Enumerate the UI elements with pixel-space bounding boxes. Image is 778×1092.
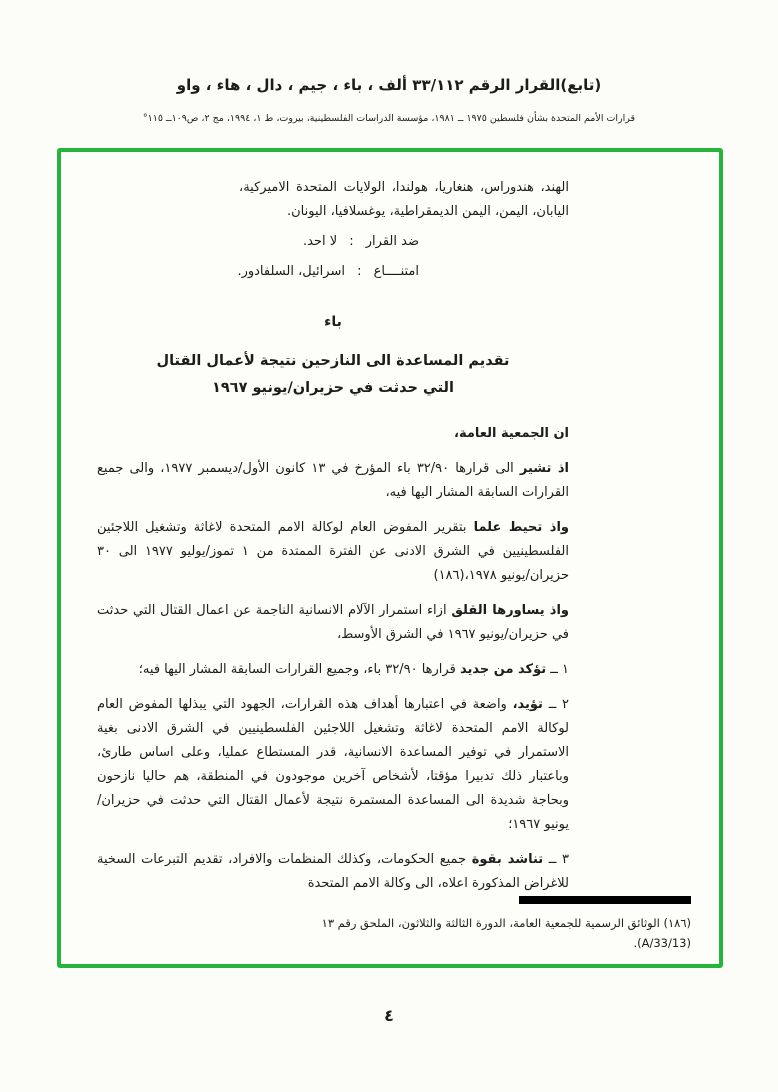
paragraph-lead: واذ تحيط علما xyxy=(473,520,569,535)
paragraph-lead: واذ يساورها القلق xyxy=(451,603,569,618)
section-title-line2: التي حدثت في حزيران/يونيو ١٩٦٧ xyxy=(212,380,454,396)
paragraph-text: جميع الحكومات، وكذلك المنظمات والافراد، تقديم التبرعات السخية للاغراض المذكورة اعلاه، الى وكالة الامم المتحدة xyxy=(97,852,569,891)
paragraph-lead: تناشد بقوة xyxy=(471,852,544,867)
vote-against-label: ضد القرار xyxy=(365,234,419,249)
vote-abstain-row xyxy=(97,260,569,284)
vote-abstain-label: امتنــــاع xyxy=(373,264,419,279)
paragraph-text: ازاء استمرار الآلام الانسانية الناجمة عن اعمال القتال التي حدثت في حزيران/يونيو ١٩٦٧ في الشرق الأوسط، xyxy=(97,603,569,642)
document-body xyxy=(97,176,569,896)
footnote-line2: (A/33/13). xyxy=(633,936,691,950)
vote-against-row xyxy=(97,230,569,254)
paragraph-number: ٣ ــ xyxy=(548,852,569,867)
paragraph xyxy=(97,457,569,505)
footnote-separator-bar xyxy=(519,896,691,904)
paragraph-lead: تؤكد من جديد xyxy=(459,662,547,677)
vote-abstain-value: اسرائيل، السلفادور. xyxy=(237,264,345,279)
page-number: ٤ xyxy=(384,1006,394,1025)
paragraph xyxy=(97,422,569,446)
paragraph-lead: اذ تشير xyxy=(519,461,569,476)
vote-abstain-separator: : xyxy=(357,264,362,279)
paragraph-text: واضعة في اعتبارها أهداف هذه القرارات، الجهود التي يبذلها المفوض العام لوكالة الامم المتحدة لاغاثة وتشغيل اللاجئين الفلسطينيين في الشرق الادنى بغية الاستمرار في توفير المساعدة الانسانية، قدر المستطاع عمليا، وعلى اساس طارئ، وباعتبار ذلك تدبيرا مؤقتا، لأشخاص آخرين موجودون في المنطقة، هم حاليا نازحون وبحاجة شديدة الى المساعدة المستمرة نتيجة لأعمال القتال التي حدثت في حزيران/يونيو ١٩٦٧؛ xyxy=(97,697,569,832)
paragraph xyxy=(97,848,569,896)
paragraph-text: قرارها ٣٢/٩٠ باء، وجميع القرارات السابقة المشار اليها فيه؛ xyxy=(138,662,456,677)
footnote-block xyxy=(97,896,691,953)
vote-against-separator: : xyxy=(349,234,354,249)
page-title: (تابع)القرار الرقم ٣٣/١١٢ ألف ، باء ، جيم ، دال ، هاء ، واو xyxy=(176,76,602,94)
vote-against-value: لا احد. xyxy=(302,234,338,249)
paragraph xyxy=(97,516,569,588)
paragraph xyxy=(97,693,569,837)
section-title xyxy=(97,348,569,402)
paragraph-number: ٢ ــ xyxy=(548,697,570,712)
paragraph-number: ١ ــ xyxy=(550,662,569,677)
paragraph-lead: تؤيد، xyxy=(512,697,543,712)
paragraph xyxy=(97,658,569,682)
paragraph-text: الى قرارها ٣٢/٩٠ باء المؤرخ في ١٣ كانون الأول/ديسمبر ١٩٧٧، والى جميع القرارات السابقة المشار اليها فيه، xyxy=(97,461,569,500)
footnote-line1: (١٨٦) الوثائق الرسمية للجمعية العامة، الدورة الثالثة والثلاثون، الملحق رقم ١٣ xyxy=(321,916,691,930)
voting-countries: الهند، هندوراس، هنغاريا، هولندا، الولايات المتحدة الاميركية، اليابان، اليمن، اليمن الديمقراطية، يوغسلافيا، اليونان. xyxy=(239,180,569,219)
paragraph-text: بتقرير المفوض العام لوكالة الامم المتحدة لاغاثة وتشغيل اللاجئين الفلسطينيين في الشرق الادنى عن الفترة الممتدة من ١ تموز/يوليو ١٩٧٧ الى ٣٠ حزيران/يونيو ١٩٧٨،(١٨٦) xyxy=(97,520,569,583)
section-letter: باء xyxy=(324,314,342,330)
source-line: قرارات الأمم المتحدة بشأن فلسطين ١٩٧٥ ــ ١٩٨١، مؤسسة الدراسات الفلسطينية، بيروت، ط ١، ١٩٩٤، مج ٢، ص١٠٩ــ ١١٥° xyxy=(142,113,636,124)
paragraph xyxy=(97,599,569,647)
paragraph-lead: ان الجمعية العامة، xyxy=(454,426,569,441)
section-title-line1: تقديم المساعدة الى النازحين نتيجة لأعمال القتال xyxy=(156,353,510,369)
document-frame xyxy=(57,148,723,968)
